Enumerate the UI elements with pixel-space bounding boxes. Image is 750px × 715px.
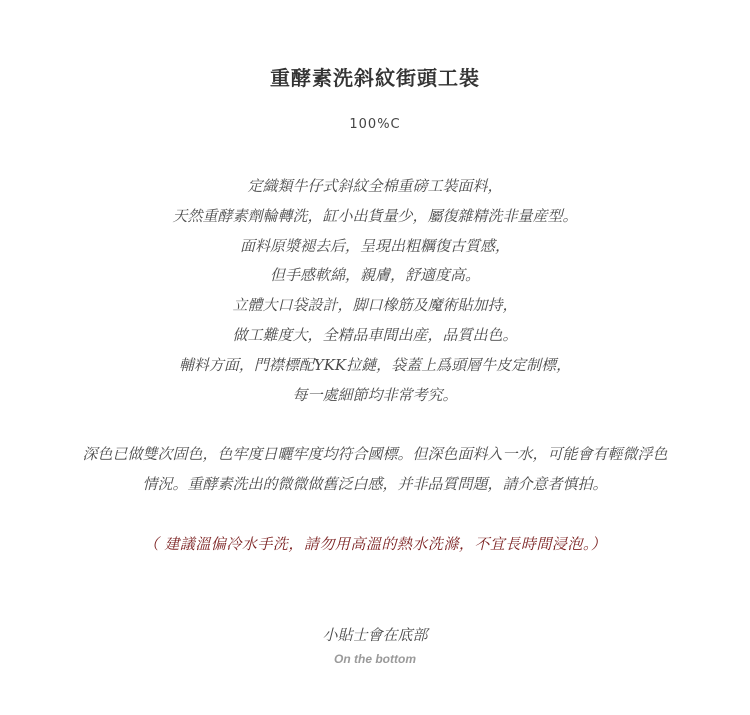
care-line: 深色已做雙次固色，色牢度日曬牢度均符合國標。但深色面料入一水，可能會有輕微浮色 bbox=[82, 445, 668, 463]
description-line: 但手感軟綿，親膚，舒適度高。 bbox=[269, 266, 480, 285]
fabric-composition: 100%C bbox=[349, 117, 401, 132]
product-title: 重酵素洗斜紋街頭工裝 bbox=[270, 66, 480, 90]
description-line: 定織類牛仔式斜紋全棉重磅工裝面料， bbox=[247, 177, 503, 195]
description-block bbox=[0, 172, 750, 410]
description-line: 面料原漿褪去后，呈現出粗糲復古質感， bbox=[239, 236, 510, 255]
care-line: 情況。重酵素洗出的微微做舊泛白感，并非品質問題，請介意者慎拍。 bbox=[142, 475, 608, 493]
tips-heading: 小貼士會在底部 bbox=[322, 626, 428, 644]
description-line: 做工難度大，全精品車間出産，品質出色。 bbox=[232, 325, 518, 344]
tips-subheading: On the bottom bbox=[334, 652, 416, 666]
care-notice bbox=[0, 439, 750, 499]
wash-instruction: （ 建議溫偏冷水手洗，請勿用高溫的熱水洗滌，不宜長時間浸泡。） bbox=[143, 535, 607, 553]
description-line: 天然重酵素劑輪轉洗，缸小出貨量少，屬復雜精洗非量産型。 bbox=[172, 206, 578, 225]
description-line: 立體大口袋設計，脚口橡筋及魔術貼加持， bbox=[232, 296, 518, 315]
description-line: 每一處細節均非常考究。 bbox=[292, 385, 458, 404]
description-line: 輔料方面，門襟標配YKK拉鏈，袋蓋上爲頭層牛皮定制標， bbox=[178, 355, 572, 374]
